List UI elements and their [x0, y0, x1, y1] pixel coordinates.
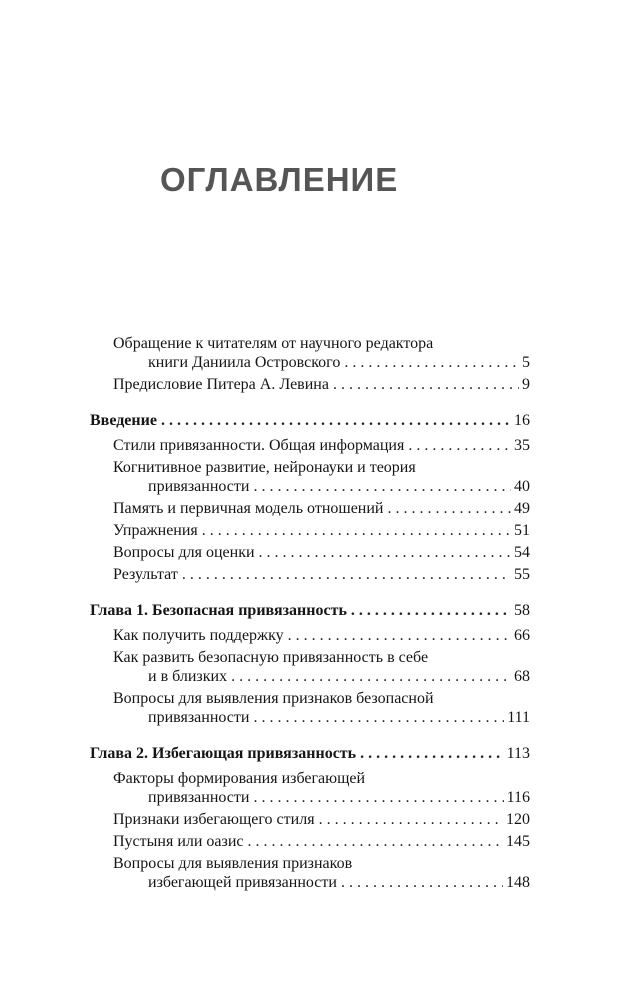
leader-dots [244, 832, 503, 851]
toc-entry-line: Когнитивное развитие, нейронауки и теория [113, 459, 416, 476]
chapter-heading-title: Глава 1. Безопасная привязанность [90, 602, 347, 619]
leader-dots [178, 565, 511, 584]
toc-entry-line-title: Признаки избегающего стиля [113, 811, 315, 828]
page-number: 145 [506, 833, 530, 850]
page-number: 120 [506, 811, 530, 828]
toc-entry-line [113, 832, 530, 851]
page-number: 66 [514, 627, 530, 644]
page-number: 113 [506, 745, 530, 762]
leader-dots [337, 873, 503, 892]
chapter-heading [90, 601, 530, 620]
toc-entry [113, 689, 530, 727]
toc-entry-line [113, 521, 530, 540]
toc-entry-line-title: книги Даниила Островского [148, 354, 341, 371]
leader-dots [249, 708, 504, 727]
toc-entry-line-title: привязанности [148, 478, 250, 495]
leader-dots [347, 601, 511, 620]
toc-entry-line-title: Упражнения [113, 522, 198, 539]
page-title: ОГЛАВЛЕНИЕ [160, 161, 399, 198]
leader-dots [284, 626, 511, 645]
toc-section [90, 601, 530, 727]
toc-entry [113, 626, 530, 645]
toc-entry [113, 769, 530, 807]
page-number: 35 [514, 437, 530, 454]
leader-dots [329, 375, 519, 394]
page-number: 9 [522, 376, 530, 393]
toc-entry-line [113, 626, 530, 645]
toc-entry [113, 499, 530, 518]
toc-section [90, 411, 530, 584]
toc-entry [113, 648, 530, 686]
chapter-heading [90, 744, 530, 763]
toc-entry-line [113, 477, 530, 496]
toc-entry-line [113, 543, 530, 562]
toc-entry-line [113, 667, 530, 686]
toc-entry [113, 458, 530, 496]
leader-dots [157, 411, 511, 430]
page-number: 116 [506, 789, 530, 806]
page-number: 111 [507, 709, 530, 726]
toc-entry [113, 375, 530, 394]
page-number: 51 [514, 522, 530, 539]
toc-entry-line-title: Результат [113, 566, 178, 583]
toc-entry-line-title: и в близких [148, 668, 228, 685]
toc-entry [113, 810, 530, 829]
page-number: 54 [514, 544, 530, 561]
toc-entry-line-title: привязанности [148, 709, 250, 726]
toc-entry-line [113, 873, 530, 892]
toc-entry-line-title: Стили привязанности. Общая информация [113, 437, 405, 454]
toc-entry-line: Вопросы для выявления признаков безопасной [113, 690, 434, 707]
page-number: 16 [514, 412, 530, 429]
page-number: 5 [522, 354, 530, 371]
toc-entry-line: Вопросы для выявления признаков [113, 855, 353, 872]
toc-entry [113, 521, 530, 540]
toc-entry-line: Факторы формирования избегающей [113, 770, 366, 787]
toc-entry-line [113, 436, 530, 455]
toc-entry [113, 334, 530, 372]
toc-entry-line: Как развить безопасную привязанность в себе [113, 649, 429, 666]
toc-entry-line-title: избегающей привязанности [148, 874, 337, 891]
toc-entry-line [113, 788, 530, 807]
toc-section [90, 744, 530, 892]
page-number: 68 [514, 668, 530, 685]
toc-entry-line-title: Память и первичная модель отношений [113, 500, 384, 517]
leader-dots [255, 543, 511, 562]
table-of-contents [90, 334, 530, 892]
toc-entry [113, 565, 530, 584]
page-number: 55 [514, 566, 530, 583]
toc-entry [113, 436, 530, 455]
toc-entry-line [113, 810, 530, 829]
toc-entry-line [113, 499, 530, 518]
toc-entry [113, 854, 530, 892]
leader-dots [249, 788, 503, 807]
page-number: 58 [514, 602, 530, 619]
leader-dots [315, 810, 503, 829]
toc-entry-line [113, 565, 530, 584]
toc-entry [113, 832, 530, 851]
page-number: 49 [514, 500, 530, 517]
toc-entry-line-title: привязанности [148, 789, 250, 806]
toc-entry-line: Обращение к читателям от научного редактора [113, 335, 434, 352]
toc-entry-line-title: Как получить поддержку [113, 627, 284, 644]
toc-section [90, 334, 530, 394]
toc-entry-line-title: Предисловие Питера А. Левина [113, 376, 329, 393]
leader-dots [383, 499, 511, 518]
chapter-heading-title: Глава 2. Избегающая привязанность [90, 745, 357, 762]
leader-dots [227, 667, 511, 686]
toc-entry-line-title: Пустыня или оазис [113, 833, 244, 850]
toc-entry-line [113, 353, 530, 372]
leader-dots [198, 521, 511, 540]
toc-entry-line [113, 708, 530, 727]
leader-dots [249, 477, 511, 496]
leader-dots [356, 744, 503, 763]
leader-dots [340, 353, 519, 372]
page-number: 148 [506, 874, 530, 891]
page-number: 40 [514, 478, 530, 495]
toc-entry [113, 543, 530, 562]
leader-dots [404, 436, 511, 455]
chapter-heading [90, 411, 530, 430]
chapter-heading-title: Введение [90, 412, 157, 429]
toc-entry-line-title: Вопросы для оценки [113, 544, 255, 561]
toc-entry-line [113, 375, 530, 394]
